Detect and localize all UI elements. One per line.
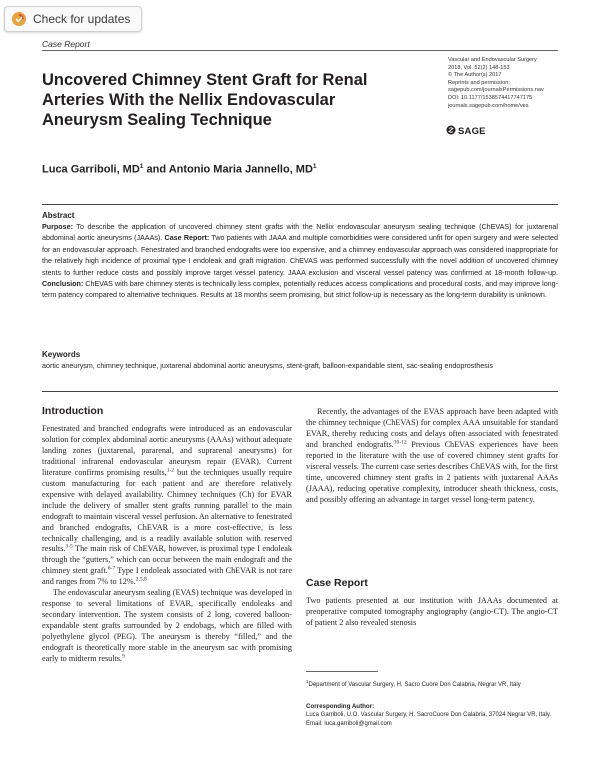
citation-ref[interactable]: 10-12 [393,439,407,446]
author-1-affiliation: 1 [139,163,144,170]
intro-p1-text-a: Fenestrated and branched endografts were introduced as an endovascular solution for complex abdominal aortic aneurysms (AAAs) without adequate landing zones (juxtarenal, pararenal, and suprarenal aneurysms) for traditional infrarenal endovascular aneurysm repair (EVAR). Current literature confirms promising results, [42,424,292,477]
introduction-paragraph-3 [306,407,558,506]
header-divider [42,50,558,51]
article-type-label: Case Report [42,39,90,49]
purpose-text: To describe the application of uncovered chimney stent grafts with the Nellix endovascular aneurysm sealing technique (ChEVAS) for juxtarenal abdominal aortic aneurysms (JAAAs). [42,223,558,243]
journal-copyright: © The Author(s) 2017 [448,72,502,79]
corresponding-author-email[interactable]: Email: luca.garriboli@gmail.com [306,720,392,727]
conclusion-label: Conclusion: [42,280,84,289]
corresponding-author-heading: Corresponding Author: [306,703,375,710]
journal-reprints: Reprints and permission: [448,79,510,86]
journal-doi[interactable]: DOI: 10.1177/1538574417747175 [448,94,533,101]
case-report-text: Two patients with JAAA and multiple comorbidities were considered unfit for open surgery and were selected for an endovascular approach. Fenestrated and branched endografts were too expensive, and a chimney endovascular approach was considered inappropriate for the relatively high incidence of proximal type I endoleak and graft migration. ChEVAS was performed successfully with the novel addition of uncovered chimney stents to further reduce costs and possibly improve target vessel patency. JAAA exclusion and visceral vessel patency was confirmed at 18-month follow-up. [42,234,558,277]
purpose-label: Purpose: [42,223,73,231]
sage-logo-icon [446,122,456,140]
intro-p1-text-b: but the techniques usually require custom manufacturing for each patient and are therefore relatively expensive with delayed availability. Chimney techniques (Ch) for EVAR include the delivery of smaller stent grafts running parallel to the main endograft to maintain visceral vessel perfusion. An alternative to fenestrated and branched endografts, ChEVAR is a more cost-effective, is less technically challenging, and is a readily available solution with reserved results. [42,467,293,554]
journal-home-link[interactable]: journals.sagepub.com/home/ves [448,102,529,109]
affiliation-footnote [306,678,576,689]
conclusion-text: ChEVAS with bare chimney stents is technically less complex, potentially reduces access complications and procedural costs, and may improve long-term patency compared to alternative techniques. Results at 18 months seem promising, but strict follow-up is necessary as the long-term durability is unknown. [42,280,558,300]
corresponding-author-address: Luca Garriboli, U.O. Vascular Surgery, H. SacroCuore Don Calabria, 37024 Negrar VR, Italy. [306,712,552,719]
journal-meta [448,57,578,110]
abstract-heading: Abstract [42,211,75,220]
publisher-logo [446,122,486,140]
author-list [42,163,317,176]
article-title: Uncovered Chimney Stent Graft for Renal Arteries With the Nellix Endovascular Aneurysm Sealing Technique [42,71,368,129]
intro-p1-text-d: Type I endoleak associated with ChEVAR is not rare and ranges from 7% to 12%. [42,566,292,587]
introduction-paragraph-2 [42,588,292,665]
right-column-intro [306,407,558,506]
intro-p2-text: The endovascular aneurysm sealing (EVAS) technique was developed in response to several limitations of EVAR, specifically endoleaks and secondary intervention. The system consists of 2 long, covered balloon-expandable stent grafts surrounded by 2 endobags, which are filled with polyethylene glycol (PEG). The aneurysm is thereby “filled,” and the endograft is theoretically more stable in the aneurysm sac with promising early to midterm results. [42,588,292,664]
citation-ref[interactable]: 3-5 [65,543,73,550]
case-report-body [306,596,558,629]
affiliation-marker: 1 [306,679,309,684]
author-conjunction: and [143,163,169,176]
check-for-updates-icon [11,11,27,27]
introduction-heading: Introduction [42,405,104,417]
intro-p3-text-a: Recently, the advantages of the EVAS approach have been adapted with the chimney technique (ChEVAS) for complex AAA unsuitable for standard EVAR, thereby reducing costs and delays often associated with fenestrated and branched endografts. [306,407,558,449]
author-2-affiliation: 1 [312,163,317,170]
case-report-label: Case Report: [164,234,210,243]
footnote-divider [306,671,378,672]
affiliation-text: Department of Vascular Surgery, H. Sacro Cuore Don Calabria, Negrar VR, Italy [308,682,521,688]
check-for-updates-button[interactable] [4,6,142,32]
citation-ref[interactable]: 2,5,8 [135,576,147,583]
journal-volume: 2018, Vol. 52(2) 148-153 [448,64,510,71]
intro-p3-text-b: Previous ChEVAS experiences have been reported in the literature with the use of covered chimney stent grafts for visceral vessels. The current case series describes ChEVAS with, for the first time, uncovered chimney stent grafts in 2 patients with juxtarenal AAAs (JAAA), reducing operative complexity, introducer sheath thickness, costs, and possibly offering an advantage in target vessel long-term patency. [306,439,558,504]
journal-permissions-link[interactable]: sagepub.com/journalsPermissions.nav [448,87,544,94]
intro-p1-text-c: The main risk of ChEVAR, however, is proximal type I endoleak through the “gutters,” which can occur between the main endograft and the chimney stent graft. [42,544,292,576]
publisher-name: SAGE [458,125,486,137]
journal-name: Vascular and Endovascular Surgery [448,57,537,63]
introduction-body [42,424,292,665]
corresponding-author [306,703,576,728]
citation-ref[interactable]: 6-7 [107,565,116,572]
abstract-divider [42,204,558,205]
author-1: Luca Garriboli, MD [42,163,140,176]
author-2: Antonio Maria Jannello, MD [168,163,313,176]
abstract-body [42,222,558,302]
case-report-heading: Case Report [306,577,368,589]
check-for-updates-label: Check for updates [33,12,131,26]
keywords-divider [42,391,558,392]
citation-ref[interactable]: 9 [122,653,125,660]
introduction-paragraph-1 [42,424,292,588]
citation-ref[interactable]: 1-2 [166,467,175,474]
keywords-list: aortic aneurysm, chimney technique, juxtarenal abdominal aortic aneurysms, stent-graft, balloon-expandable stent, sac-sealing endoprosthesis [42,362,493,370]
case-report-paragraph-1: Two patients presented at our institution with JAAAs documented at preoperative computed tomography angiography (angio-CT). The angio-CT of patient 2 also revealed stenosis [306,596,558,627]
keywords-heading: Keywords [42,350,81,359]
